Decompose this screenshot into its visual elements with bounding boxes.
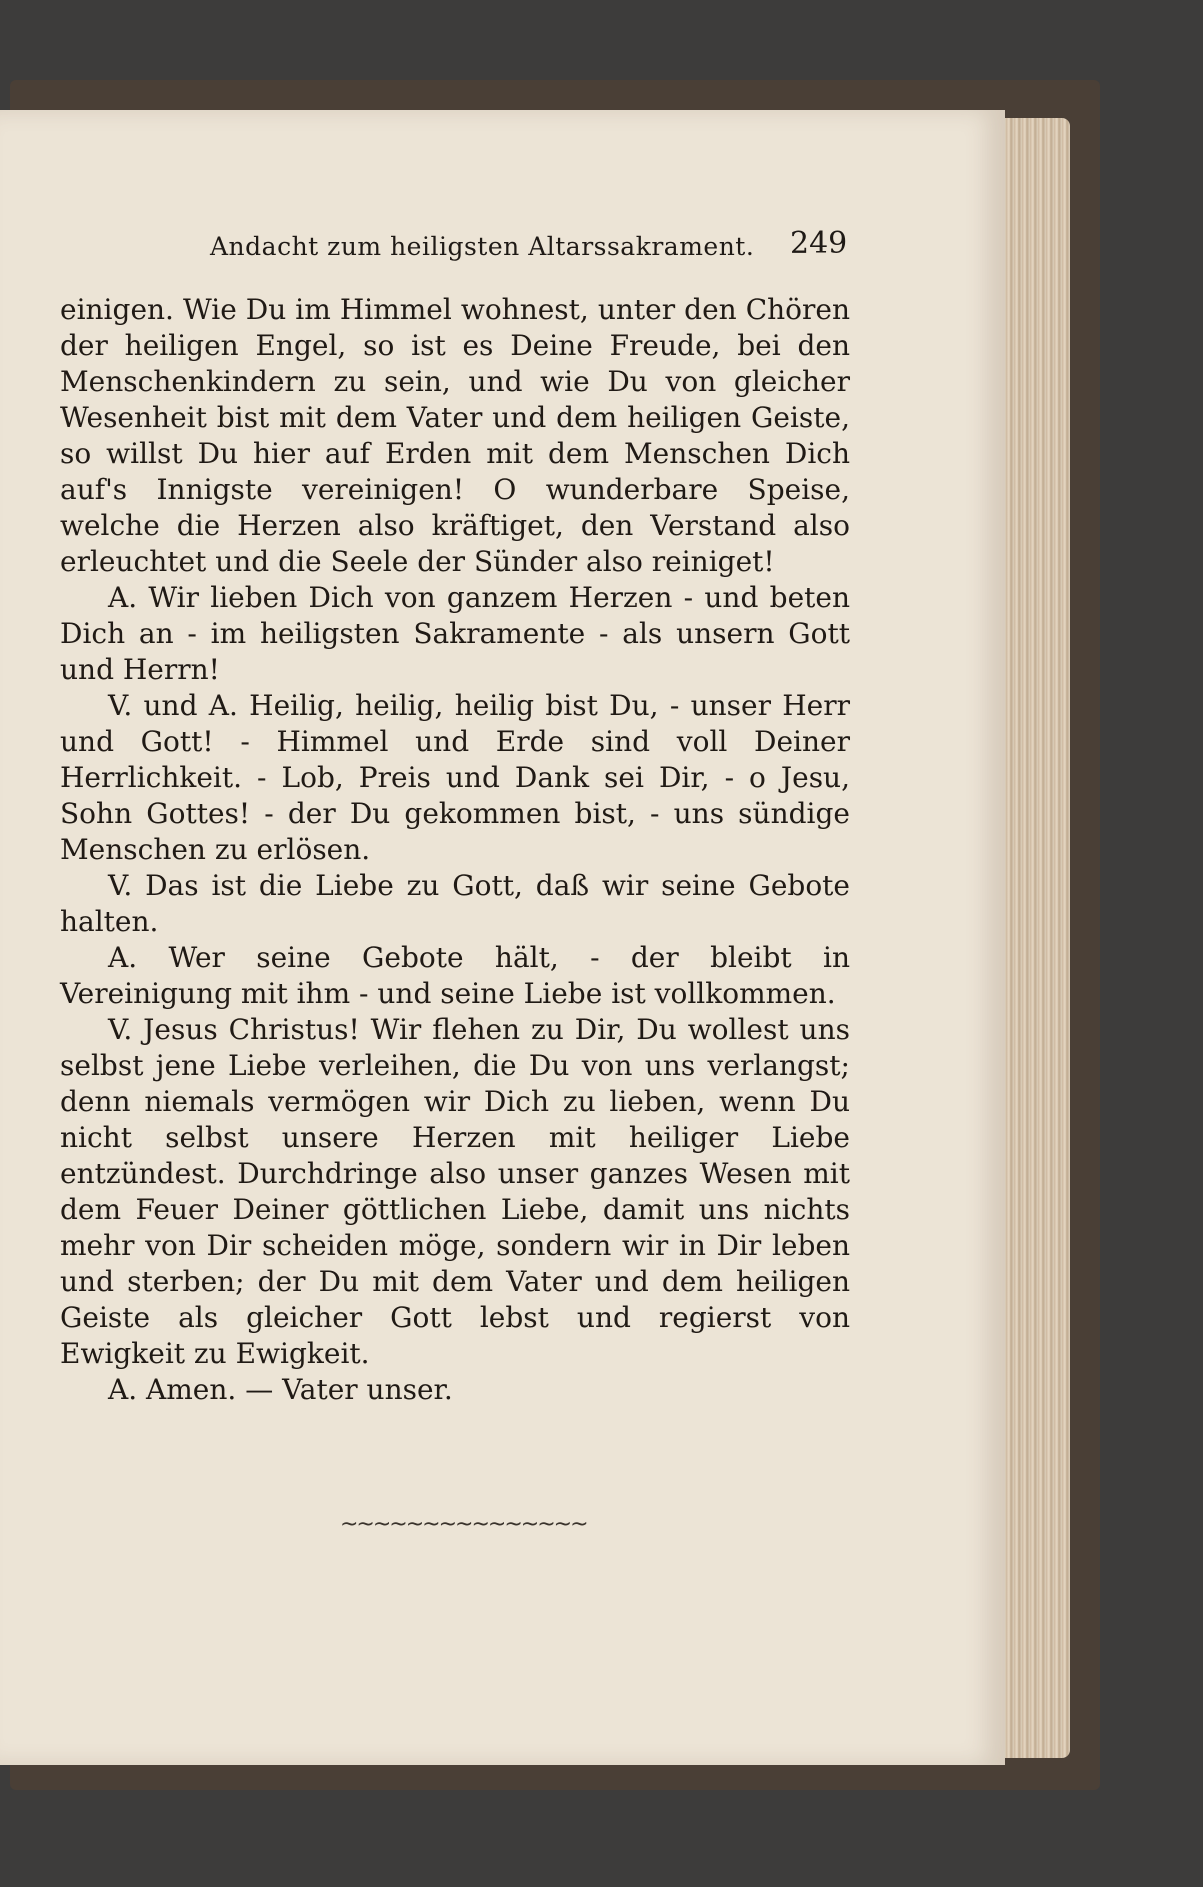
- running-title: Andacht zum heiligsten Altarssakrament.: [210, 232, 755, 261]
- response-va-sanctus: V. und A. Heilig, heilig, heilig bist Du, - unser Herr und Gott! - Himmel und Erde sind voll Deiner Herrlichkeit. - Lob, Preis und Dank sei Dir, - o Jesu, Sohn Gottes! - der Du gekommen bist, - uns sündige Menschen zu erlösen.: [60, 689, 850, 866]
- versicle-v-1: V. Das ist die Liebe zu Gott, daß wir seine Gebote halten.: [60, 869, 850, 938]
- body-text: [60, 292, 850, 1408]
- paragraph-continuation: einigen. Wie Du im Himmel wohnest, unter den Chören der heiligen Engel, so ist es Deine Freude, bei den Menschenkindern zu sein, und wie Du von gleicher Wesenheit bist mit dem Vater und dem heiligen Geiste, so willst Du hier auf Erden mit dem Menschen Dich auf's Innigste vereinigen! O wunderbare Speise, welche die Herzen also kräftiget, den Verstand also erleuchtet und die Seele der Sünder also reiniget!: [60, 293, 850, 578]
- response-amen: A. Amen. — Vater unser.: [108, 1373, 453, 1406]
- end-ornament: ~~~~~~~~~~~~~~~: [340, 1512, 587, 1537]
- response-a-2: A. Wer seine Gebote hält, - der bleibt in Vereinigung mit ihm - und seine Liebe ist vollkommen.: [60, 941, 850, 1010]
- prayer-v-jesus: V. Jesus Christus! Wir flehen zu Dir, Du wollest uns selbst jene Liebe verleihen, die Du von uns verlangst; denn niemals vermögen wir Dich zu lieben, wenn Du nicht selbst unsere Herzen mit heiliger Liebe entzündest. Durchdringe also unser ganzes Wesen mit dem Feuer Deiner göttlichen Liebe, damit uns nichts mehr von Dir scheiden möge, sondern wir in Dir leben und sterben; der Du mit dem Vater und dem heiligen Geiste als gleicher Gott lebst und regierst von Ewigkeit zu Ewigkeit.: [60, 1013, 850, 1370]
- book-page: [0, 110, 1005, 1765]
- page-number: 249: [790, 226, 848, 261]
- response-a-1: A. Wir lieben Dich von ganzem Herzen - und beten Dich an - im heiligsten Sakramente - als unsern Gott und Herrn!: [60, 581, 850, 686]
